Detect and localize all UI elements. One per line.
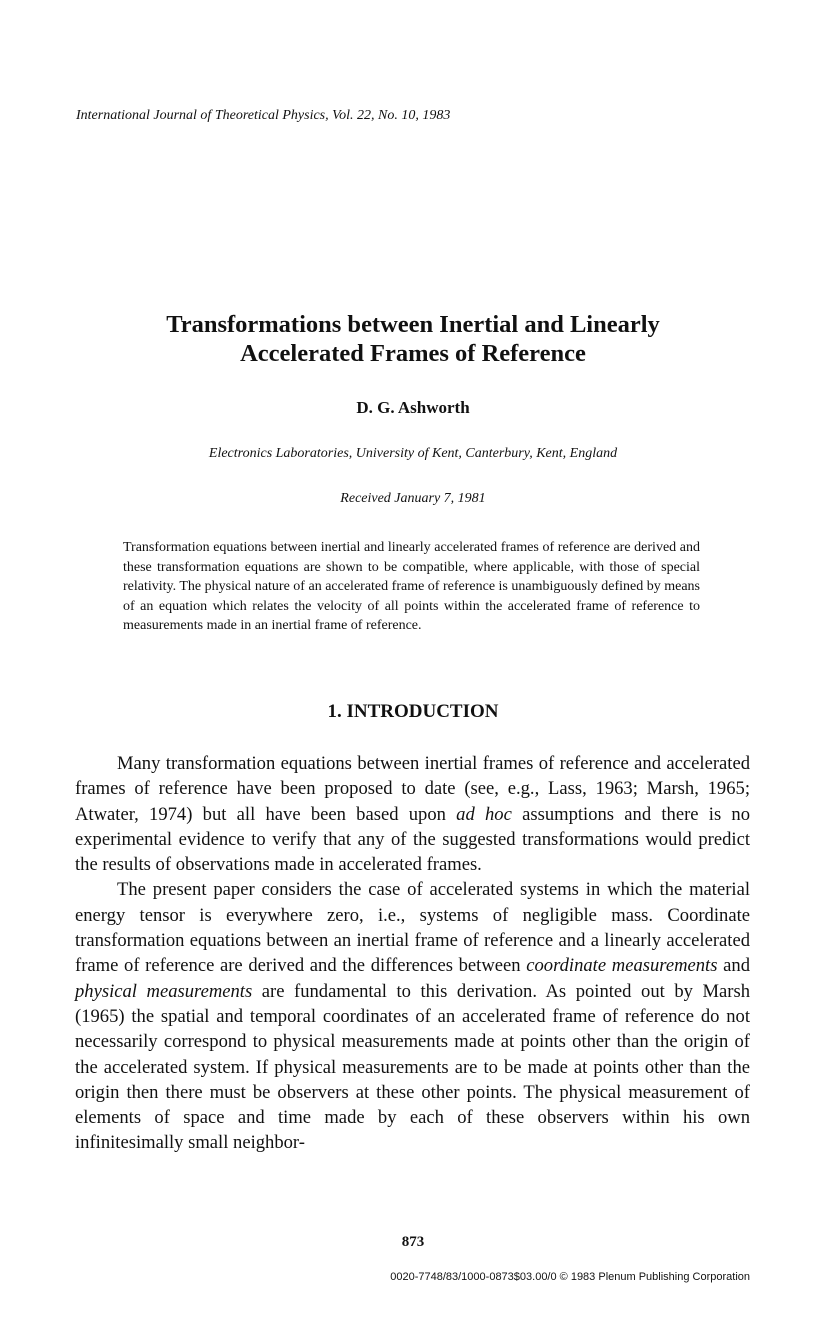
paper-title	[80, 310, 746, 368]
received-date: Received January 7, 1981	[340, 491, 486, 506]
paragraph-1: Many transformation equations between inertial frames of reference and accelerated frames of reference have been proposed to date (see, e.g., Lass, 1963; Marsh, 1965; Atwater, 1974) but all have been based upon ad hoc assumptions and there is no experimental evidence to verify that any of the suggested transformations would predict the results of observations made in accelerated frames.	[75, 753, 751, 876]
emphasis: coordinate measurements	[526, 955, 718, 977]
section-heading: 1. INTRODUCTION	[327, 701, 499, 722]
author-name: D. G. Ashworth	[356, 398, 470, 417]
emphasis: ad hoc	[456, 803, 512, 825]
body-text	[75, 751, 750, 1156]
page-number: 873	[401, 1234, 425, 1250]
title-line-1: Transformations between Inertial and Linearly	[166, 311, 660, 338]
title-line-2: Accelerated Frames of Reference	[240, 340, 586, 367]
journal-citation: International Journal of Theoretical Physics, Vol. 22, No. 10, 1983	[76, 108, 451, 123]
abstract: Transformation equations between inertial and linearly accelerated frames of reference are derived and these transformation equations are shown to be compatible, where applicable, with those of special relativity. The physical nature of an accelerated frame of reference is unambiguously defined by means of an equation which relates the velocity of all points within the accelerated frame of reference to measurements made in an inertial frame of reference.	[123, 540, 700, 633]
copyright-footer: 0020-7748/83/1000-0873$03.00/0 © 1983 Plenum Publishing Corporation	[390, 1271, 750, 1283]
emphasis: physical measurements	[75, 980, 253, 1002]
author-affiliation: Electronics Laboratories, University of Kent, Canterbury, Kent, England	[208, 446, 618, 461]
paragraph-2: The present paper considers the case of accelerated systems in which the material energy tensor is everywhere zero, i.e., systems of negligible mass. Coordinate transformation equations between an inertial frame of reference and a linearly accelerated frame of reference are derived and the differences between coordinate measurements and physical measurements are fundamental to this derivation. As pointed out by Marsh (1965) the spatial and temporal coordinates of an accelerated frame of reference do not necessarily correspond to physical measurements made at points other than the origin of the accelerated system. If physical measurements are to be made at points other than the origin then there must be observers at these other points. The physical measurement of elements of space and time made by each of these observers within his own infinitesimally small neighbor-	[75, 879, 750, 1154]
